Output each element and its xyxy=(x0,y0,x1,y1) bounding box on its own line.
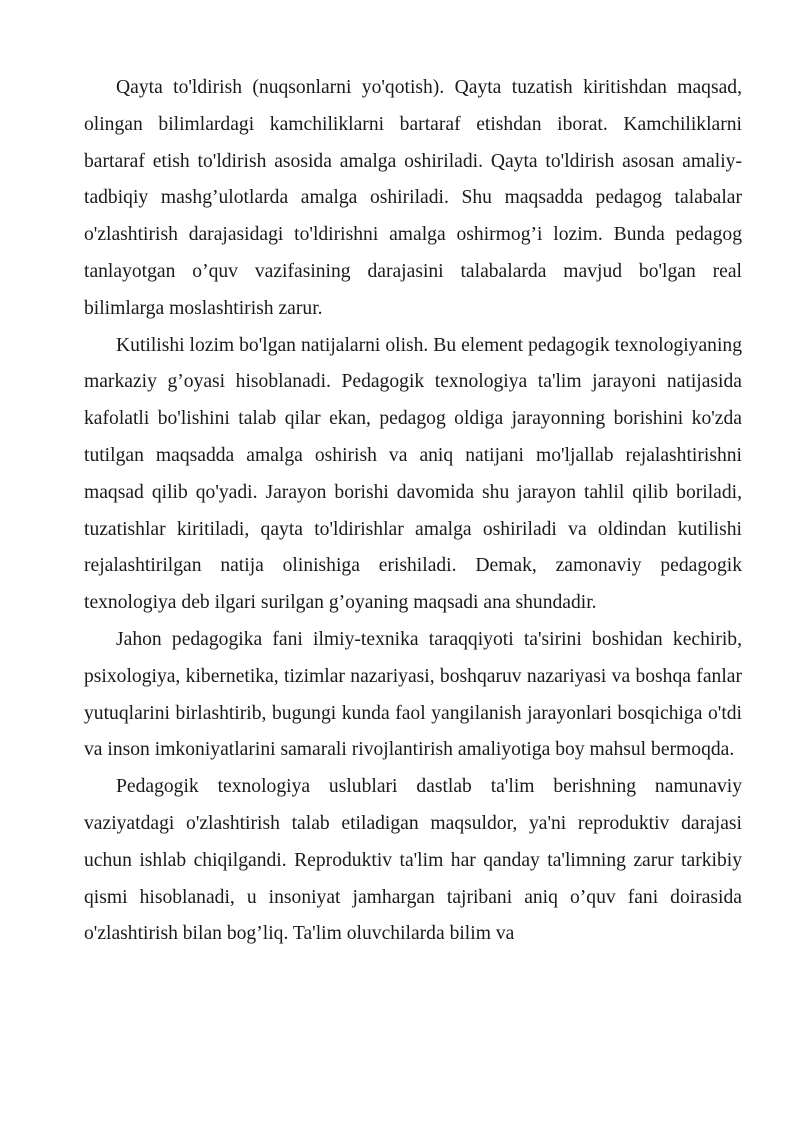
paragraph-kutilishi-natijalar: Kutilishi lozim bo'lgan natijalarni olish. Bu element pedagogik texnologiyaning markaziy g’oyasi hisoblanadi. Pedagogik texnologiya ta'lim jarayoni natijasida kafolatli bo'lishini talab qilar ekan, pedagog oldiga jarayonning borishini ko'zda tutilgan maqsadda amalga oshirish va aniq natijani mo'ljallab rejalashtirishni maqsad qilib qo'yadi. Jarayon borishi davomida shu jarayon tahlil qilib boriladi, tuzatishlar kiritiladi, qayta to'ldirishlar amalga oshiriladi va oldindan kutilishi rejalashtirilgan natija olinishiga erishiladi. Demak, zamonaviy pedagogik texnologiya deb ilgari surilgan g’oyaning maqsadi ana shundadir. xyxy=(84,334,742,614)
paragraph-qayta-toldirish: Qayta to'ldirish (nuqsonlarni yo'qotish). Qayta tuzatish kiritishdan maqsad, olingan bilimlardagi kamchiliklarni bartaraf etishdan iborat. Kamchiliklarni bartaraf etish to'ldirish asosida amalga oshiriladi. Qayta to'ldirish asosan amaliy-tadbiqiy mashg’ulotlarda amalga oshiriladi. Shu maqsadda pedagog talabalar o'zlashtirish darajasidagi to'ldirishni amalga oshirmog’i lozim. Bunda pedagog tanlayotgan o’quv vazifasining darajasini talabalarda mavjud bo'lgan real bilimlarga moslashtirish zarur. xyxy=(84,77,742,319)
paragraph-pedagogik-texnologiya-uslublari: Pedagogik texnologiya uslublari dastlab ta'lim berishning namunaviy vaziyatdagi o'zlashtirish talab etiladigan maqsuldor, ya'ni reproduktiv darajasi uchun ishlab chiqilgandi. Reproduktiv ta'lim har qanday ta'limning zarur tarkibiy qismi hisoblanadi, u insoniyat jamhargan tajribani aniq o’quv fani doirasida o'zlashtirish bilan bog’liq. Ta'lim oluvchilarda bilim va xyxy=(84,776,742,945)
document-body xyxy=(84,70,742,953)
paragraph-jahon-pedagogika: Jahon pedagogika fani ilmiy-texnika taraqqiyoti ta'sirini boshidan kechirib, psixologiya, kibernetika, tizimlar nazariyasi, boshqaruv nazariyasi va boshqa fanlar yutuqlarini birlashtirib, bugungi kunda faol yangilanish jarayonlari bosqichiga o'tdi va inson imkoniyatlarini samarali rivojlantirish amaliyotiga boy mahsul bermoqda. xyxy=(84,628,742,761)
